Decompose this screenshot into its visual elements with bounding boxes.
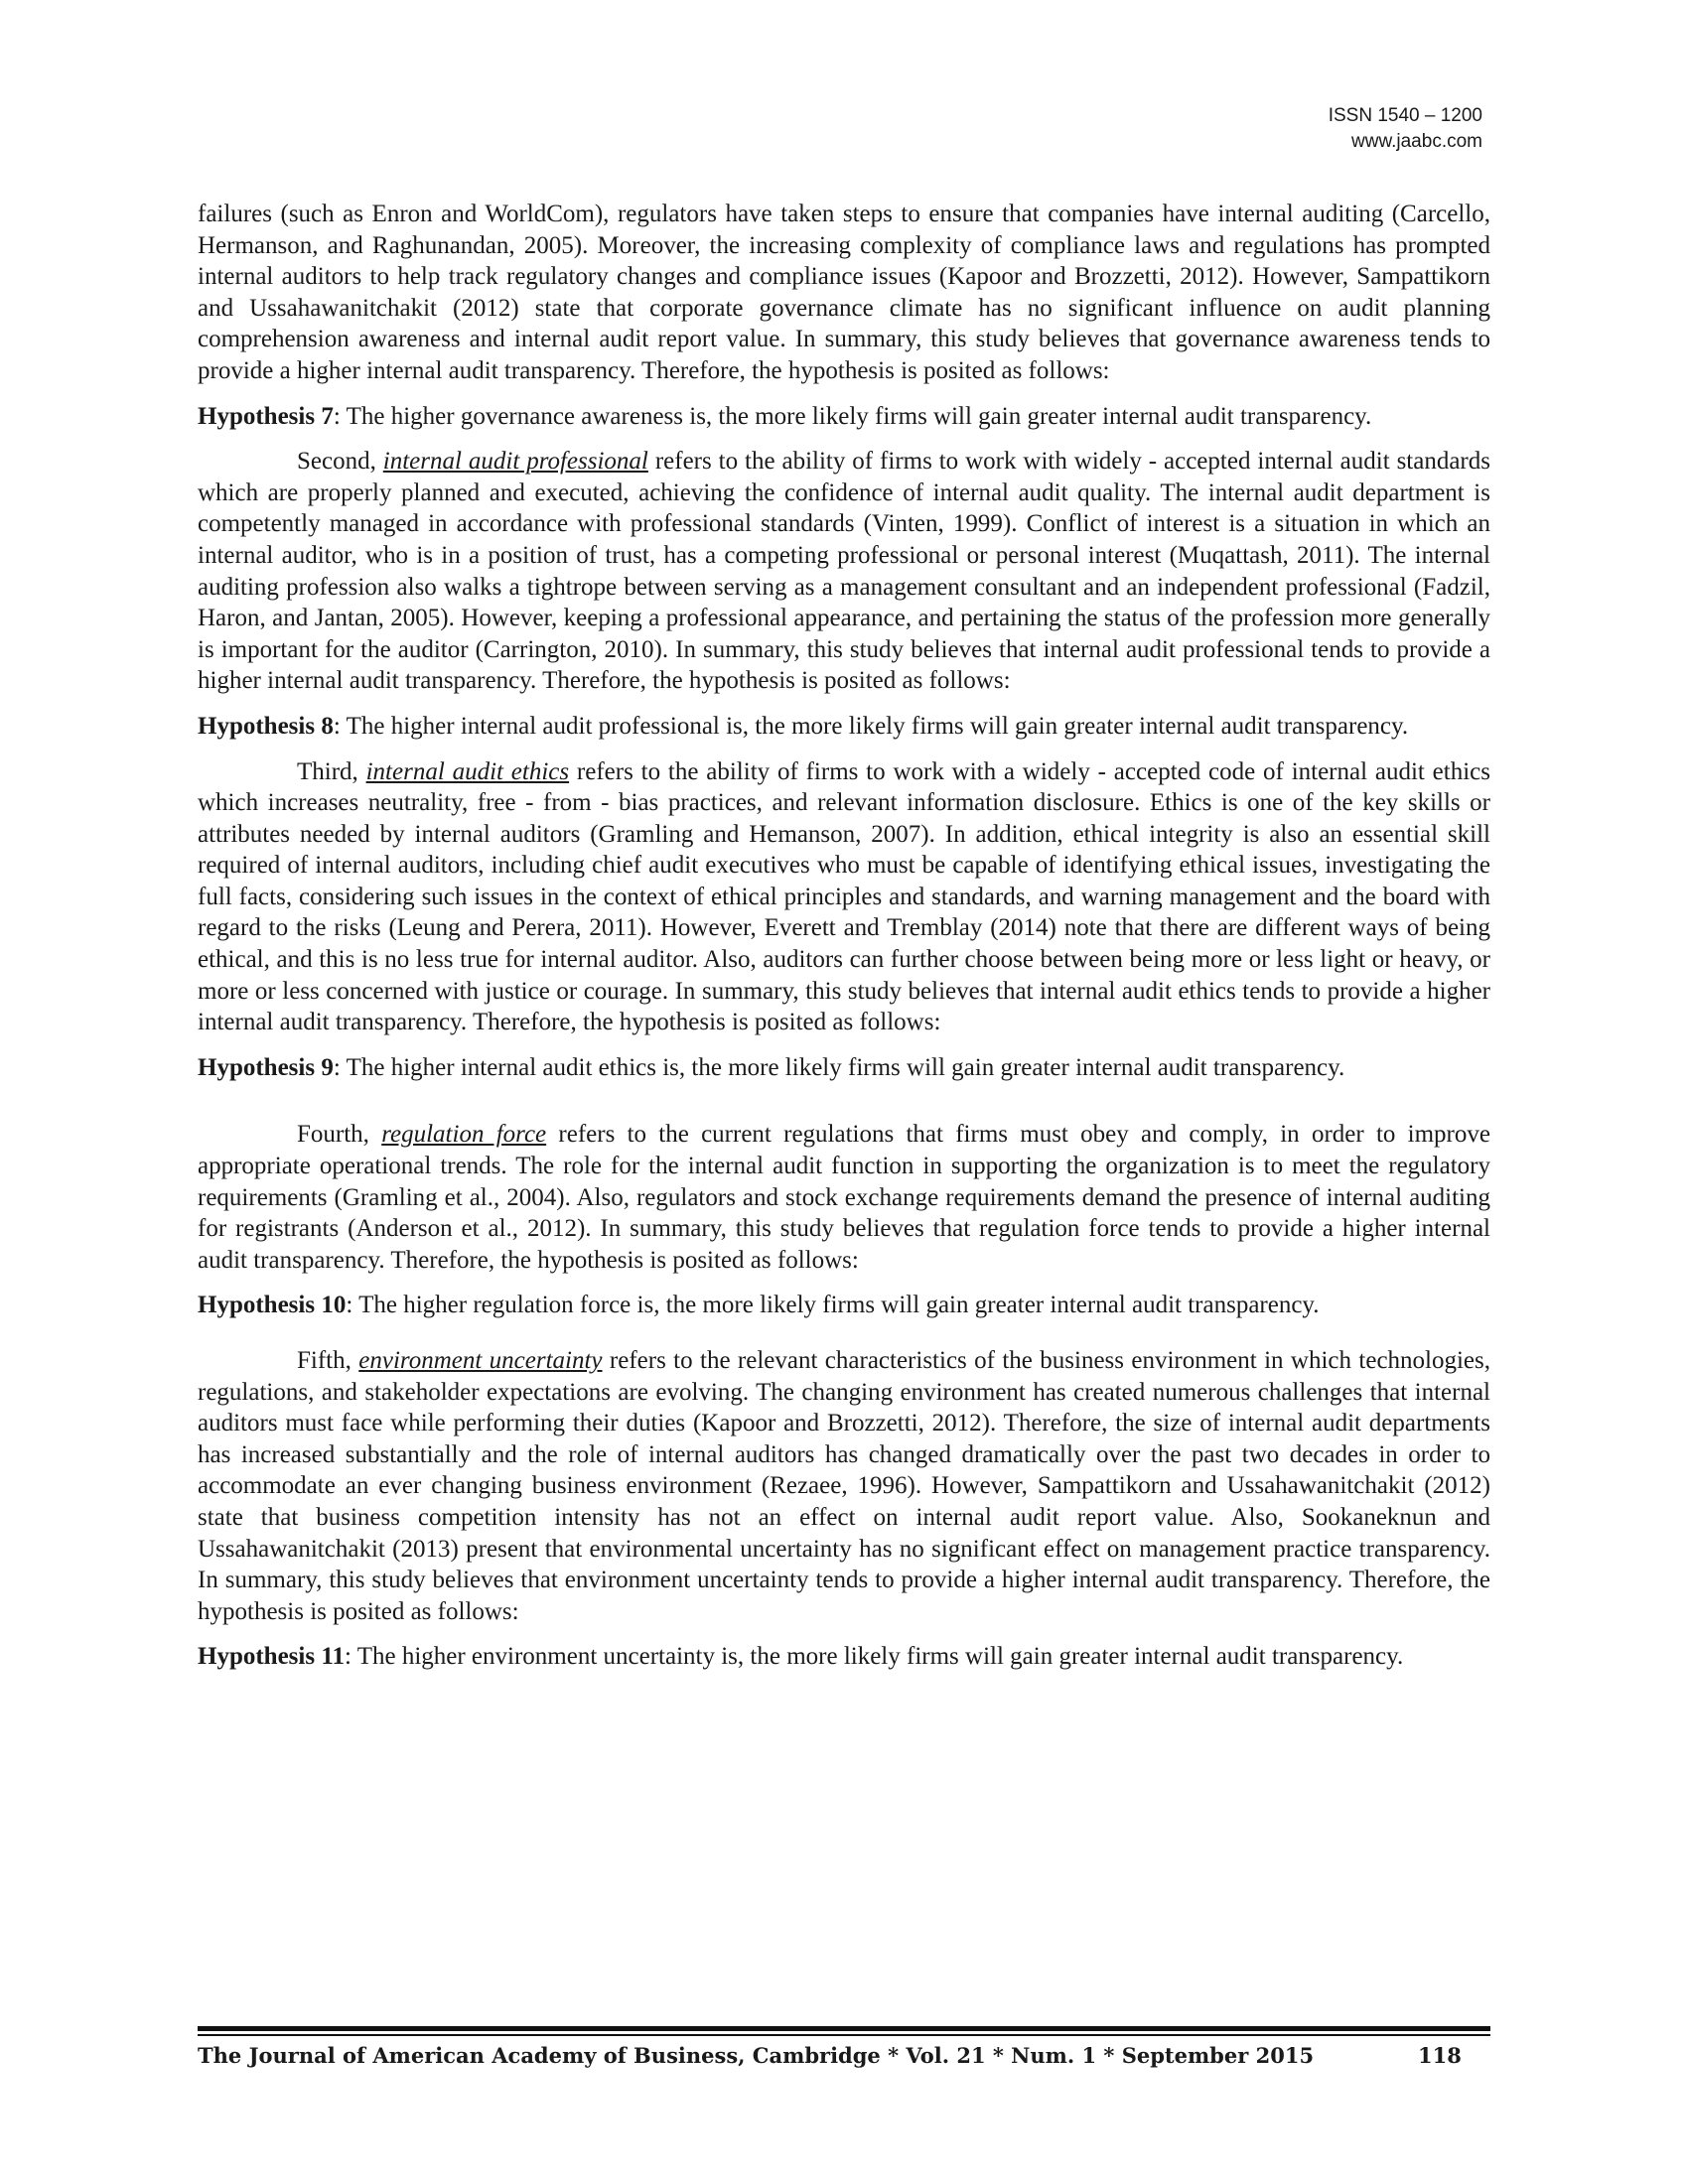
hypothesis-7 (198, 401, 1490, 433)
footer-rule-thin (198, 2034, 1490, 2036)
paragraph-governance: failures (such as Enron and WorldCom), regulators have taken steps to ensure that companies have internal auditing (Carcello, Hermanson, and Raghunandan, 2005). Moreover, the increasing complexity of compliance laws and regulations has prompted internal auditors to help track regulatory changes and compliance issues (Kapoor and Brozzetti, 2012). However, Sampattikorn and Ussahawanitchakit (2012) state that corporate governance climate has no significant influence on audit planning comprehension awareness and internal audit report value. In summary, this study believes that governance awareness tends to provide a higher internal audit transparency. Therefore, the hypothesis is posited as follows: (198, 201, 1490, 384)
term-regulation-force: regulation force (381, 1121, 547, 1149)
term-internal-audit-professional: internal audit professional (382, 448, 648, 476)
footer-rule-thick (198, 2026, 1490, 2031)
hypothesis-11-text: : The higher environment uncertainty is, the more likely firms will gain greater internal audit transparency. (344, 1643, 1404, 1671)
paragraph-professional-lead: Second, (297, 448, 383, 476)
paragraph-regulation-body: refers to the current regulations that firms must obey and comply, in order to improve appropriate operational trends. The role for the internal audit function in supporting the organization is to meet the regulatory requirements (Gramling et al., 2004). Also, regulators and stock exchange requirements demand the presence of internal auditing for registrants (Anderson et al., 2012). In summary, this study believes that regulation force tends to provide a higher internal audit transparency. Therefore, the hypothesis is posited as follows: (198, 1121, 1490, 1274)
paragraph-regulation-lead: Fourth, (297, 1121, 382, 1149)
website-text: www.jaabc.com (1351, 131, 1482, 152)
paragraph-environment-body: refers to the relevant characteristics of the business environment in which technologies, regulations, and stakeholder expectations are evolving. The changing environment has created numerous challenges that internal auditors must face while performing their duties (Kapoor and Brozzetti, 2012). Therefore, the size of internal audit departments has increased substantially and the role of internal auditors has changed dramatically over the past two decades in order to accommodate an ever changing business environment (Rezaee, 1996). However, Sampattikorn and Ussahawanitchakit (2012) state that business competition intensity has not an effect on internal audit report value. Also, Sookaneknun and Ussahawanitchakit (2013) present that environmental uncertainty has no significant effect on management practice transparency. In summary, this study believes that environment uncertainty tends to provide a higher internal audit transparency. Therefore, the hypothesis is posited as follows: (198, 1347, 1491, 1625)
paragraph-ethics-body: refers to the ability of firms to work with a widely - accepted code of internal audit ethics which increases neutrality, free - from - bias practices, and relevant information disclosure. Ethics is one of the key skills or attributes needed by internal auditors (Gramling and Hemanson, 2007). In addition, ethical integrity is also an essential skill required of internal auditors, including chief audit executives who must be capable of identifying ethical issues, investigating the full facts, considering such issues in the context of ethical principles and standards, and warning management and the board with regard to the risks (Leung and Perera, 2011). However, Everett and Tremblay (2014) note that there are different ways of being ethical, and this is no less true for internal auditor. Also, auditors can further choose between being more or less light or heavy, or more or less concerned with justice or courage. In summary, this study believes that internal audit ethics tends to provide a higher internal audit transparency. Therefore, the hypothesis is posited as follows: (198, 757, 1490, 1036)
page-header (1329, 103, 1482, 155)
paragraph-environment (198, 1345, 1490, 1627)
paragraph-professional-body: refers to the ability of firms to work with widely - accepted internal audit standards which are properly planned and executed, achieving the confidence of internal audit quality. The internal audit department is competently managed in accordance with professional standards (Vinten, 1999). Conflict of interest is a situation in which an internal auditor, who is in a position of trust, has a competing professional or personal interest (Muqattash, 2011). The internal auditing profession also walks a tightrope between serving as a management consultant and an independent professional (Fadzil, Haron, and Jantan, 2005). However, keeping a professional appearance, and pertaining the status of the profession more generally is important for the auditor (Carrington, 2010). In summary, this study believes that internal audit professional tends to provide a higher internal audit transparency. Therefore, the hypothesis is posited as follows: (198, 448, 1490, 695)
hypothesis-10-label: Hypothesis 10 (198, 1292, 347, 1319)
paragraph-professional (198, 446, 1490, 697)
hypothesis-10-text: : The higher regulation force is, the more likely firms will gain greater internal audit transparency. (346, 1292, 1320, 1319)
hypothesis-8 (198, 711, 1490, 743)
hypothesis-9-text: : The higher internal audit ethics is, the more likely firms will gain greater internal audit transparency. (333, 1053, 1345, 1081)
term-internal-audit-ethics: internal audit ethics (365, 757, 570, 785)
paragraph-environment-lead: Fifth, (297, 1347, 359, 1374)
hypothesis-11-label: Hypothesis 11 (198, 1643, 345, 1671)
hypothesis-11 (198, 1641, 1490, 1673)
hypothesis-9 (198, 1052, 1490, 1084)
paragraph-ethics (198, 756, 1490, 1038)
hypothesis-9-label: Hypothesis 9 (198, 1053, 334, 1081)
hypothesis-8-label: Hypothesis 8 (198, 712, 334, 740)
issn-text: ISSN 1540 – 1200 (1328, 105, 1482, 126)
term-environment-uncertainty: environment uncertainty (358, 1347, 603, 1374)
article-body (198, 199, 1490, 1687)
hypothesis-7-label: Hypothesis 7 (198, 402, 334, 430)
journal-citation: The Journal of American Academy of Business, Cambridge * Vol. 21 * Num. 1 * September 2015 (198, 2043, 1315, 2068)
page-number: 118 (1418, 2043, 1462, 2068)
paragraph-ethics-lead: Third, (297, 757, 366, 785)
hypothesis-7-text: : The higher governance awareness is, the more likely firms will gain greater internal audit transparency. (333, 402, 1372, 430)
hypothesis-8-text: : The higher internal audit professional is, the more likely firms will gain greater internal audit transparency. (333, 712, 1409, 740)
hypothesis-10 (198, 1290, 1490, 1321)
paragraph-regulation (198, 1119, 1490, 1276)
